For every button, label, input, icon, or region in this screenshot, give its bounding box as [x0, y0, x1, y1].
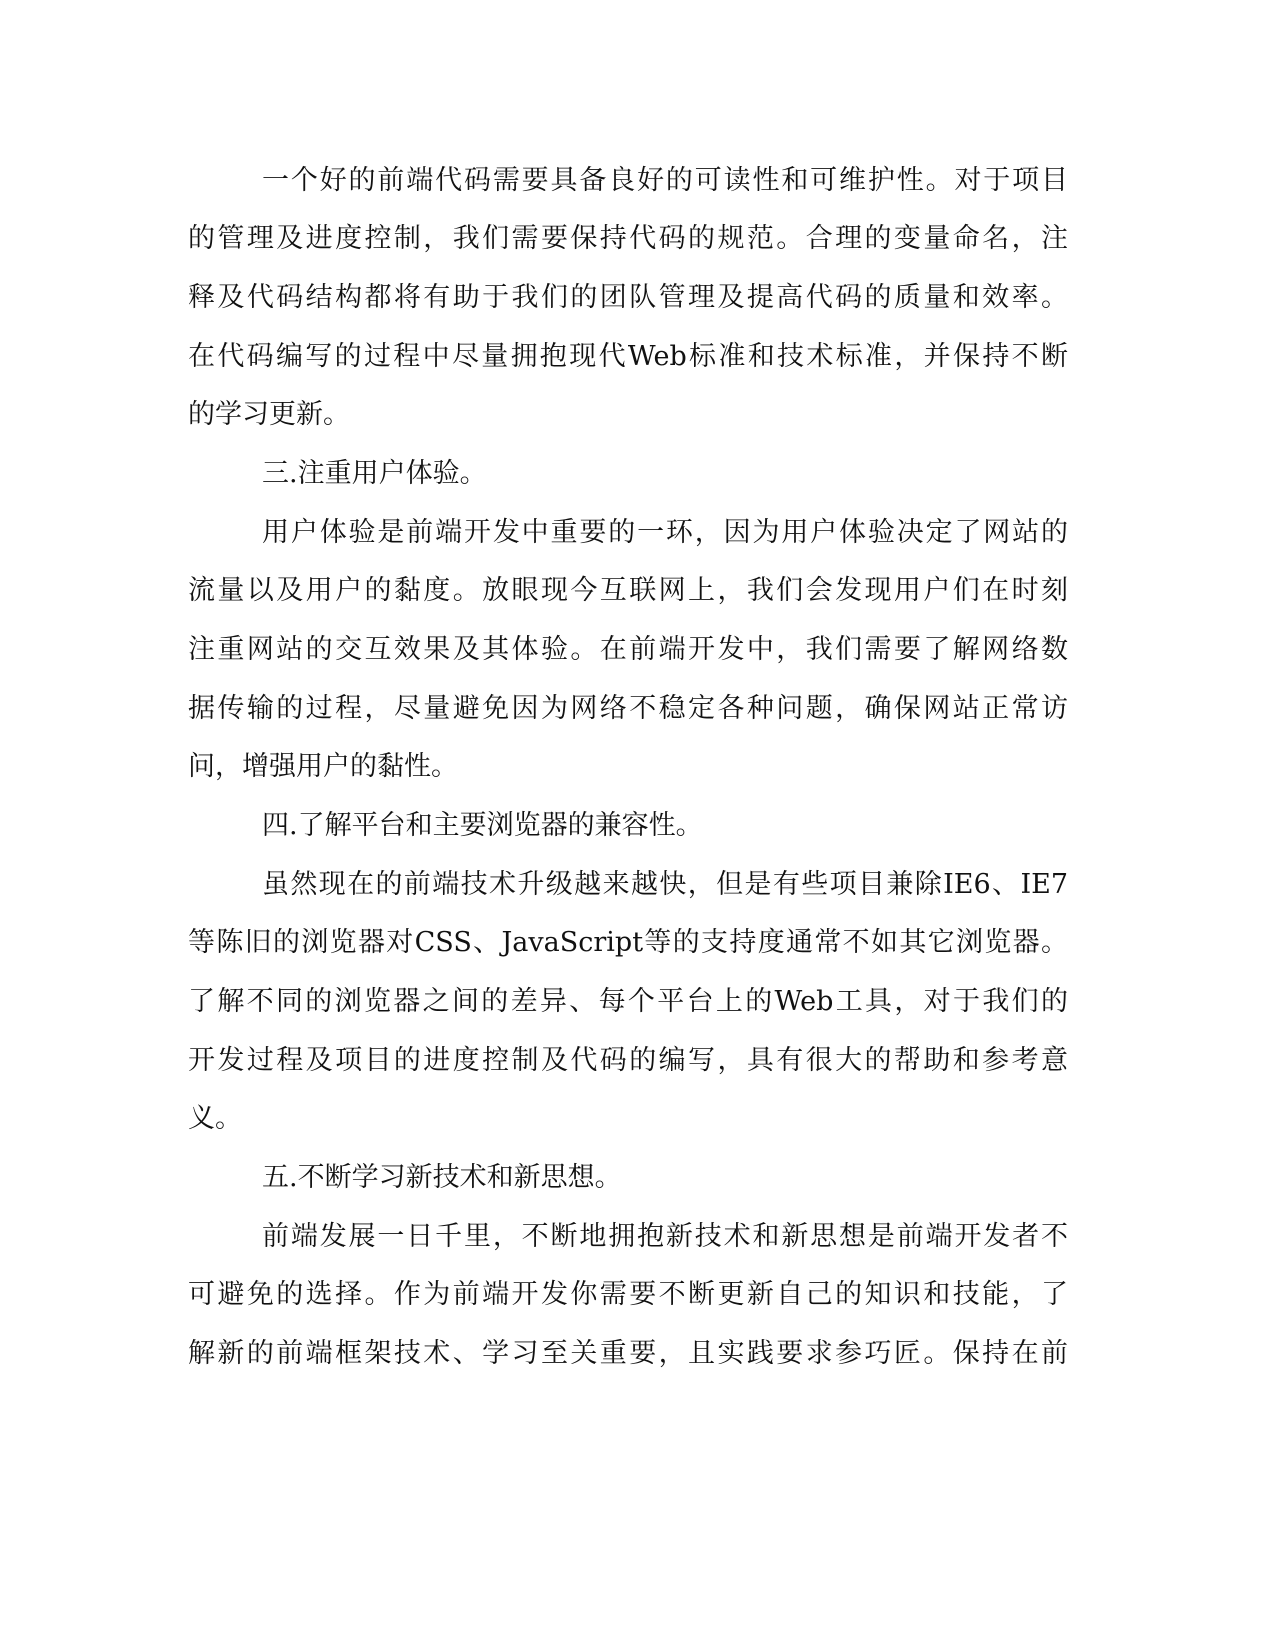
paragraph-line: 在代码编写的过程中尽量拥抱现代Web标准和技术标准，并保持不断 [188, 341, 1068, 372]
paragraph-line: 释及代码结构都将有助于我们的团队管理及提高代码的质量和效率。 [188, 282, 1068, 313]
paragraph-line: 虽然现在的前端技术升级越来越快，但是有些项目兼除IE6、IE7 [262, 869, 1068, 900]
paragraph-line: 注重网站的交互效果及其体验。在前端开发中，我们需要了解网络数 [188, 634, 1068, 665]
paragraph-line: 流量以及用户的黏度。放眼现今互联网上，我们会发现用户们在时刻 [188, 575, 1068, 606]
paragraph-line: 前端发展一日千里，不断地拥抱新技术和新思想是前端开发者不 [262, 1221, 1068, 1252]
paragraph-line: 等陈旧的浏览器对CSS、JavaScript等的支持度通常不如其它浏览器。 [188, 927, 1068, 958]
paragraph-line: 问，增强用户的黏性。 [188, 751, 458, 782]
paragraph-line: 的管理及进度控制，我们需要保持代码的规范。合理的变量命名，注 [188, 223, 1068, 254]
section-heading: 五.不断学习新技术和新思想。 [262, 1162, 622, 1193]
paragraph-line: 义。 [188, 1103, 242, 1134]
paragraph-line: 一个好的前端代码需要具备良好的可读性和可维护性。对于项目 [262, 165, 1068, 196]
paragraph-line: 用户体验是前端开发中重要的一环，因为用户体验决定了网站的 [262, 517, 1068, 548]
paragraph-line: 据传输的过程，尽量避免因为网络不稳定各种问题，确保网站正常访 [188, 693, 1068, 724]
paragraph-line: 的学习更新。 [188, 399, 350, 430]
paragraph-line: 开发过程及项目的进度控制及代码的编写，具有很大的帮助和参考意 [188, 1045, 1068, 1076]
section-heading: 三.注重用户体验。 [262, 458, 487, 489]
paragraph-line: 可避免的选择。作为前端开发你需要不断更新自己的知识和技能，了 [188, 1279, 1068, 1310]
paragraph-line: 了解不同的浏览器之间的差异、每个平台上的Web工具，对于我们的 [188, 986, 1068, 1017]
section-heading: 四.了解平台和主要浏览器的兼容性。 [262, 810, 703, 841]
paragraph-line: 解新的前端框架技术、学习至关重要，且实践要求参巧匠。保持在前 [188, 1338, 1068, 1369]
